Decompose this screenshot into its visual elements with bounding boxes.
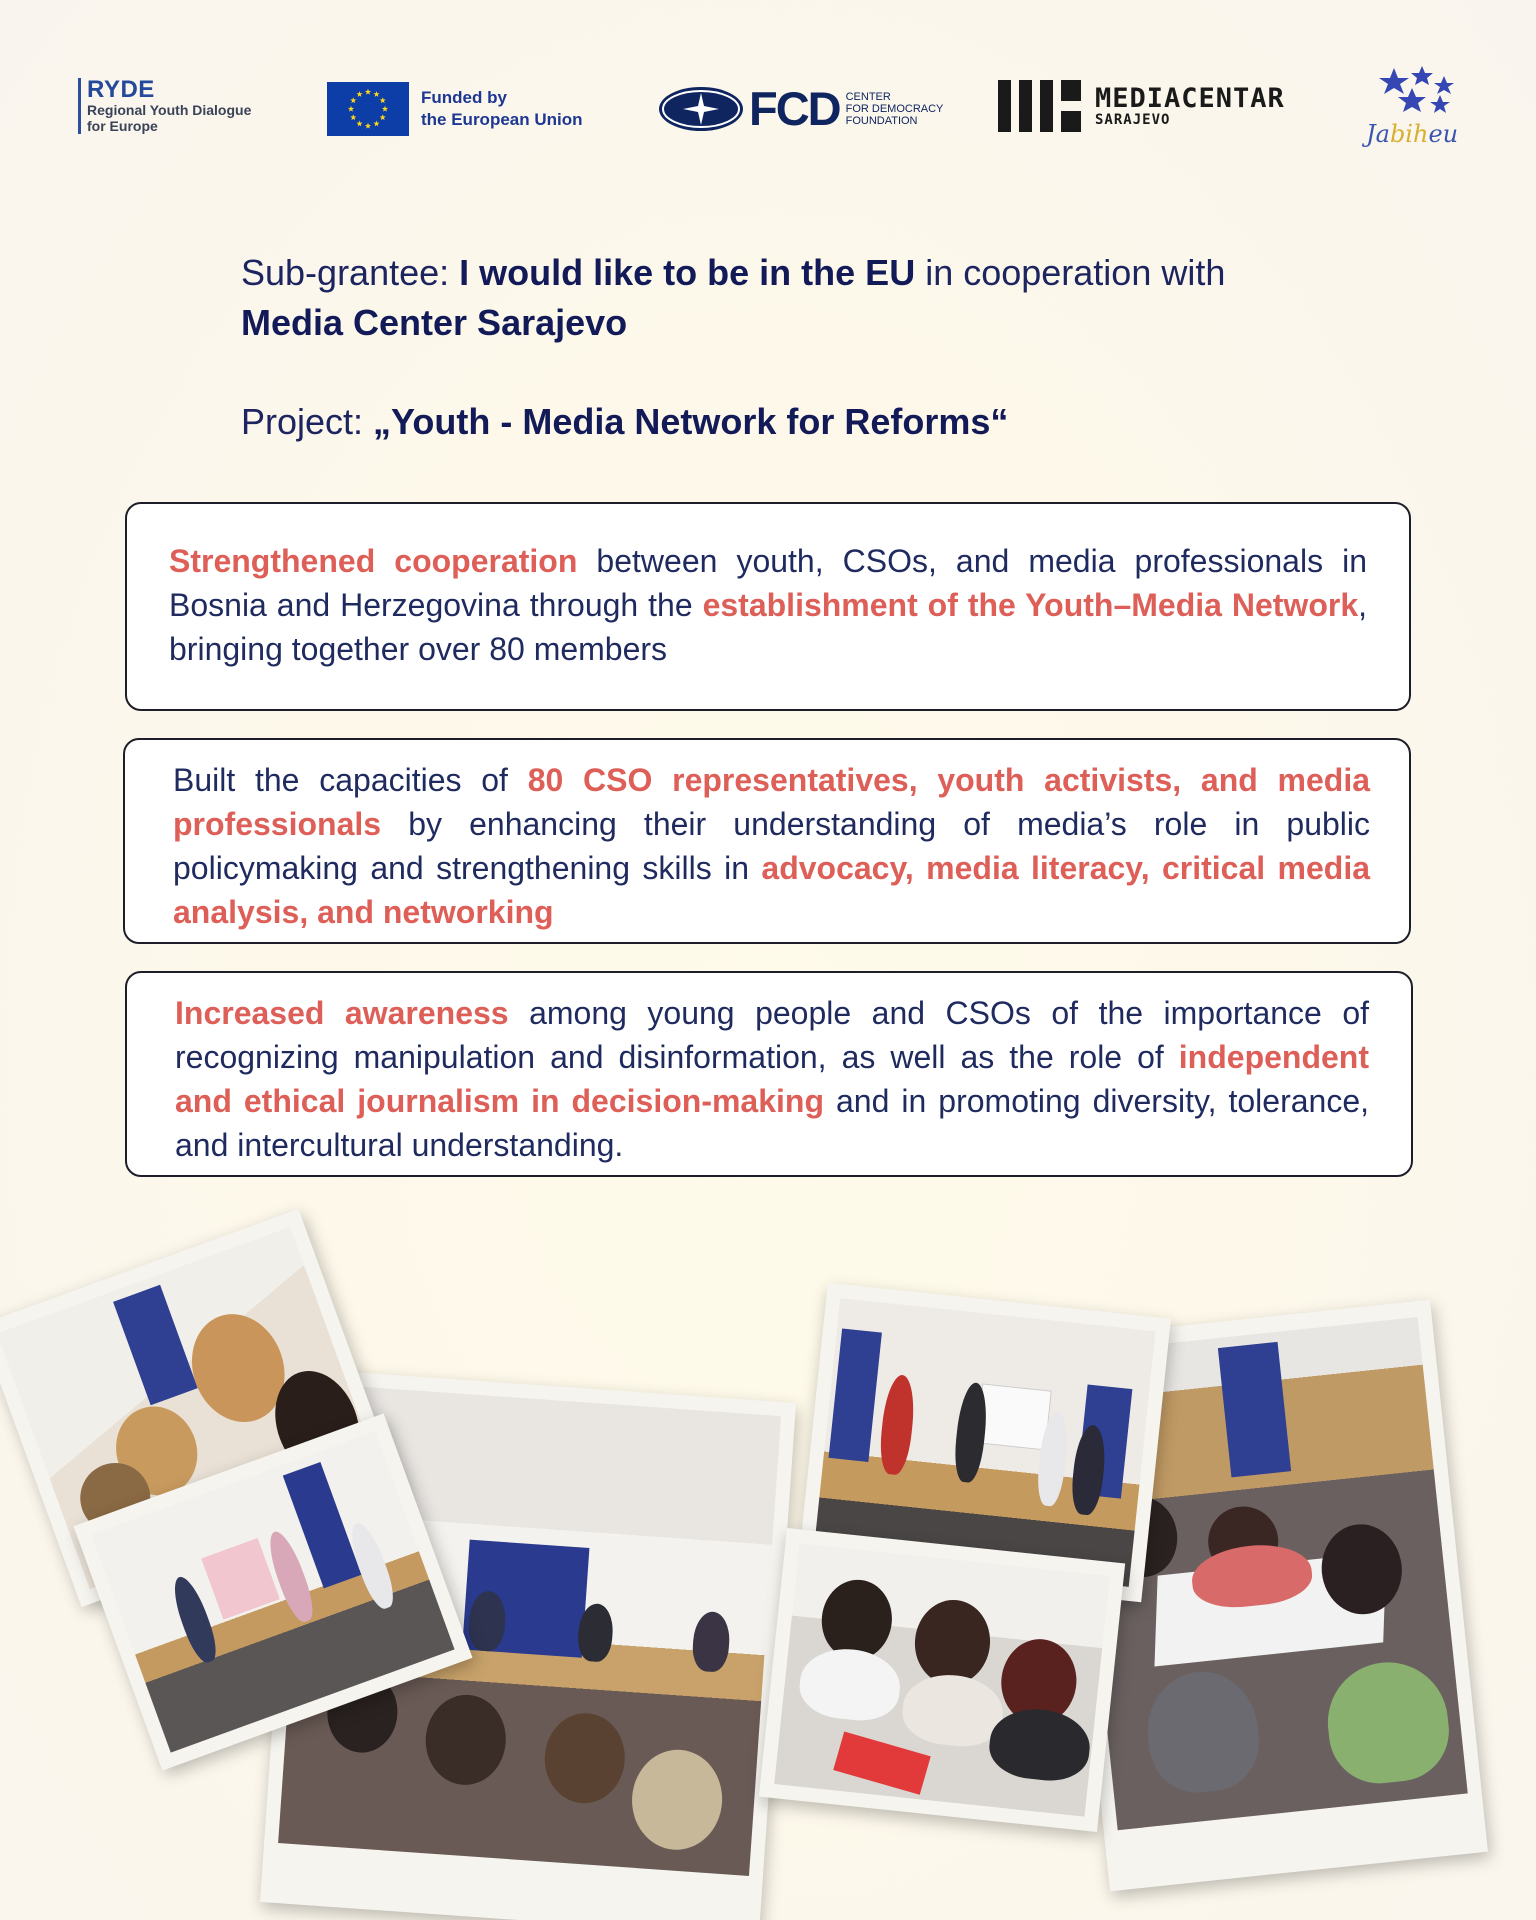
result-text — [173, 758, 1370, 934]
eu-star-icon — [350, 114, 356, 120]
result-highlight: Strengthened cooperation — [169, 543, 578, 579]
ryde-logo — [78, 78, 251, 134]
subgrantee-connector: in cooperation with — [915, 252, 1226, 293]
subgrantee-partner: Media Center Sarajevo — [241, 302, 628, 343]
project-title: „Youth - Media Network for Reforms“ — [373, 401, 1009, 442]
jabiheu-stars-icon — [1364, 62, 1464, 122]
jabiheu-part2: bih — [1389, 120, 1429, 148]
result-highlight: advocacy, media literacy, critical media analysis, and networking — [173, 850, 1371, 930]
ryde-logo-line2: for Europe — [87, 118, 158, 134]
eu-star-icon — [382, 106, 388, 112]
eu-star-icon — [373, 91, 379, 97]
eu-star-icon — [365, 89, 371, 95]
result-highlight: independent and ethical journalism in decision-making — [175, 1039, 1369, 1119]
result-highlight: 80 CSO representatives, youth activists, and media professionals — [173, 762, 1371, 842]
eu-star-icon — [380, 97, 386, 103]
eu-star-icon — [373, 121, 379, 127]
result-text — [175, 991, 1369, 1167]
ryde-logo-name: RYDE — [87, 76, 155, 103]
students-newspaper-photo — [759, 1528, 1125, 1832]
fcd-star-emblem-icon — [657, 84, 745, 134]
eu-star-icon — [365, 123, 371, 129]
eu-star-icon — [350, 97, 356, 103]
fcd-logo-name: FCD — [749, 82, 840, 135]
eu-star-icon — [380, 114, 386, 120]
result-body: , bringing together over 80 members — [169, 587, 1368, 667]
eu-logo — [327, 82, 583, 136]
result-card-capacities — [123, 738, 1411, 944]
jabiheu-logo — [1364, 62, 1464, 152]
subgrantee-label: Sub-grantee: — [241, 252, 460, 293]
project-label: Project: — [241, 401, 374, 442]
result-body: by enhancing their understanding of media’s role in public policymaking and strengthening skills in — [173, 806, 1370, 886]
subgrantee-heading — [241, 248, 1381, 348]
subgrantee-name: I would like to be in the EU — [459, 252, 916, 293]
result-highlight: establishment of the Youth–Media Network — [702, 587, 1359, 623]
result-body: between youth, CSOs, and media professionals in Bosnia and Herzegovina through the — [169, 543, 1367, 623]
fcd-logo-line2: FOR DEMOCRACY — [845, 103, 944, 115]
result-card-cooperation — [125, 502, 1411, 711]
mediacentar-name: MEDIACENTAR — [1095, 83, 1285, 114]
eu-funded-line2: the European Union — [421, 110, 583, 129]
eu-star-icon — [356, 121, 362, 127]
mediacentar-city: SARAJEVO — [1095, 112, 1171, 128]
eu-flag-icon — [327, 82, 409, 136]
result-body: among young people and CSOs of the importance of recognizing manipulation and disinformation, as well as the role of — [175, 995, 1370, 1075]
result-body: Built the capacities of — [173, 762, 528, 798]
eu-star-icon — [348, 106, 354, 112]
fcd-logo-line3: FOUNDATION — [845, 115, 918, 127]
mediacentar-logo — [998, 80, 1285, 132]
partner-logos — [0, 0, 1536, 170]
eu-star-icon — [356, 91, 362, 97]
project-heading — [241, 397, 1381, 447]
result-card-awareness — [125, 971, 1413, 1177]
jabiheu-part3: eu — [1428, 120, 1459, 148]
fcd-logo-line1: CENTER — [845, 91, 891, 103]
result-highlight: Increased awareness — [175, 995, 509, 1031]
fcd-logo — [657, 84, 943, 134]
mediacentar-bars-icon — [998, 80, 1089, 132]
result-text — [169, 539, 1367, 671]
result-body: and in promoting diversity, tolerance, and intercultural understanding. — [175, 1083, 1370, 1163]
ryde-logo-line1: Regional Youth Dialogue — [87, 102, 252, 118]
jabiheu-part1: Ja — [1366, 120, 1390, 148]
eu-funded-line1: Funded by — [421, 88, 507, 107]
